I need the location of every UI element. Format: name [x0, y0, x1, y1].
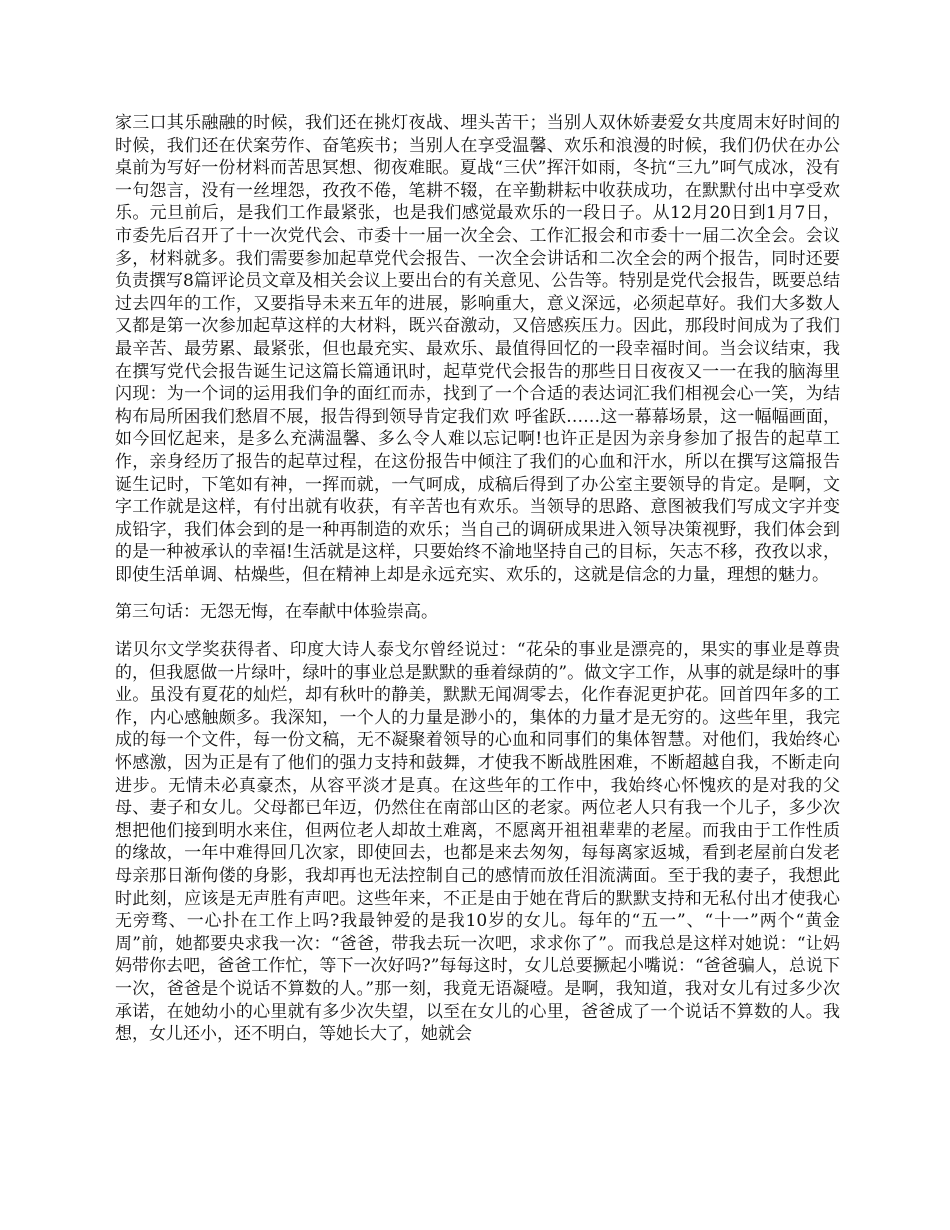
body-paragraph-2: 诺贝尔文学奖获得者、印度大诗人泰戈尔曾经说过：“花朵的事业是漂亮的，果实的事业是尊贵的，但我愿做一片绿叶，绿叶的事业总是默默的垂着绿荫的”。做文字工作，从事的就是绿叶的事业。虽没有夏花的灿烂，却有秋叶的静美，默默无闻凋零去，化作春泥更护花。回首四年多的工作，内心感触颇多。我深知，一个人的力量是渺小的，集体的力量才是无穷的。这些年里，我完成的每一个文件，每一份文稿，无不凝聚着领导的心血和同事们的集体智慧。对他们，我始终心怀感激，因为正是有了他们的强力支持和鼓舞，才使我不断战胜困难，不断超越自我，不断走向进步。无情未必真豪杰，从容平淡才是真。在这些年的工作中，我始终心怀愧疚的是对我的父母、妻子和女儿。父母都已年迈，仍然住在南部山区的老家。两位老人只有我一个儿子，多少次想把他们接到明水来住，但两位老人却故土难离，不愿离开祖祖辈辈的老屋。而我由于工作性质的缘故，一年中难得回几次家，即使回去，也都是来去匆匆，每每离家返城，看到老屋前白发老母亲那日渐佝偻的身影，我却再也无法控制自己的感情而放任泪流满面。至于我的妻子，我想此时此刻，应该是无声胜有声吧。这些年来，不正是由于她在背后的默默支持和无私付出才使我心无旁骛、一心扑在工作上吗?我最钟爱的是我10岁的女儿。每年的“五一”、“十一”两个“黄金周”前，她都要央求我一次：“爸爸，带我去玩一次吧，求求你了”。而我总是这样对她说：“让妈妈带你去吧，爸爸工作忙，等下一次好吗?”每每这时，女儿总要撅起小嘴说：“爸爸骗人，总说下一次，爸爸是个说话不算数的人。”那一刻，我竟无语凝噎。是啊，我知道，我对女儿有过多少次承诺，在她幼小的心里就有多少次失望，以至在女儿的心里，爸爸成了一个说话不算数的人。我想，女儿还小，还不明白，等她长大了，她就会: [115, 640, 840, 1045]
document-page: [115, 112, 840, 1061]
section-heading-3: 第三句话：无怨无悔，在奉献中体验崇高。: [115, 602, 438, 623]
body-paragraph-1: 家三口其乐融融的时候，我们还在挑灯夜战、埋头苦干；当别人双休娇妻爱女共度周末好时间的时候，我们还在伏案劳作、奋笔疾书；当别人在享受温馨、欢乐和浪漫的时候，我们仍伏在办公桌前为写好一份材料而苦思冥想、彻夜难眠。夏战“三伏”挥汗如雨，冬抗“三九”呵气成冰，没有一句怨言，没有一丝埋怨，孜孜不倦，笔耕不辍，在辛勤耕耘中收获成功，在默默付出中享受欢乐。元旦前后，是我们工作最紧张，也是我们感觉最欢乐的一段日子。从12月20日到1月7日，市委先后召开了十一次党代会、市委十一届一次全会、工作汇报会和市委十一届二次全会。会议多，材料就多。我们需要参加起草党代会报告、一次全会讲话和二次全会的两个报告，同时还要负责撰写8篇评论员文章及相关会议上要出台的有关意见、公告等。特别是党代会报告，既要总结过去四年的工作，又要指导未来五年的进展，影响重大，意义深远，必须起草好。我们大多数人又都是第一次参加起草这样的大材料，既兴奋激动，又倍感疾压力。因此，那段时间成为了我们最辛苦、最劳累、最紧张，但也最充实、最欢乐、最值得回忆的一段幸福时间。当会议结束，我在撰写党代会报告诞生记这篇长篇通讯时，起草党代会报告的那些日日夜夜又一一在我的脑海里闪现：为一个词的运用我们争的面红而赤，找到了一个合适的表达词汇我们相视会心一笑，为结构布局所困我们愁眉不展，报告得到领导肯定我们欢 呼雀跃……这一幕幕场景，这一幅幅画面，如今回忆起来，是多么充满温馨、多么令人难以忘记啊!也许正是因为亲身参加了报告的起草工作，亲身经历了报告的起草过程，在这份报告中倾注了我们的心血和汗水，所以在撰写这篇报告诞生记时，下笔如有神，一挥而就，一气呵成，成稿后得到了办公室主要领导的肯定。是啊，文字工作就是这样，有付出就有收获，有辛苦也有欢乐。当领导的思路、意图被我们写成文字并变成铅字，我们体会到的是一种再制造的欢乐；当自己的调研成果进入领导决策视野，我们体会到的是一种被承认的幸福!生活就是这样，只要始终不渝地坚持自己的目标，矢志不移，孜孜以求，即使生活单调、枯燥些，但在精神上却是永远充实、欢乐的，这就是信念的力量，理想的魅力。: [115, 113, 840, 585]
